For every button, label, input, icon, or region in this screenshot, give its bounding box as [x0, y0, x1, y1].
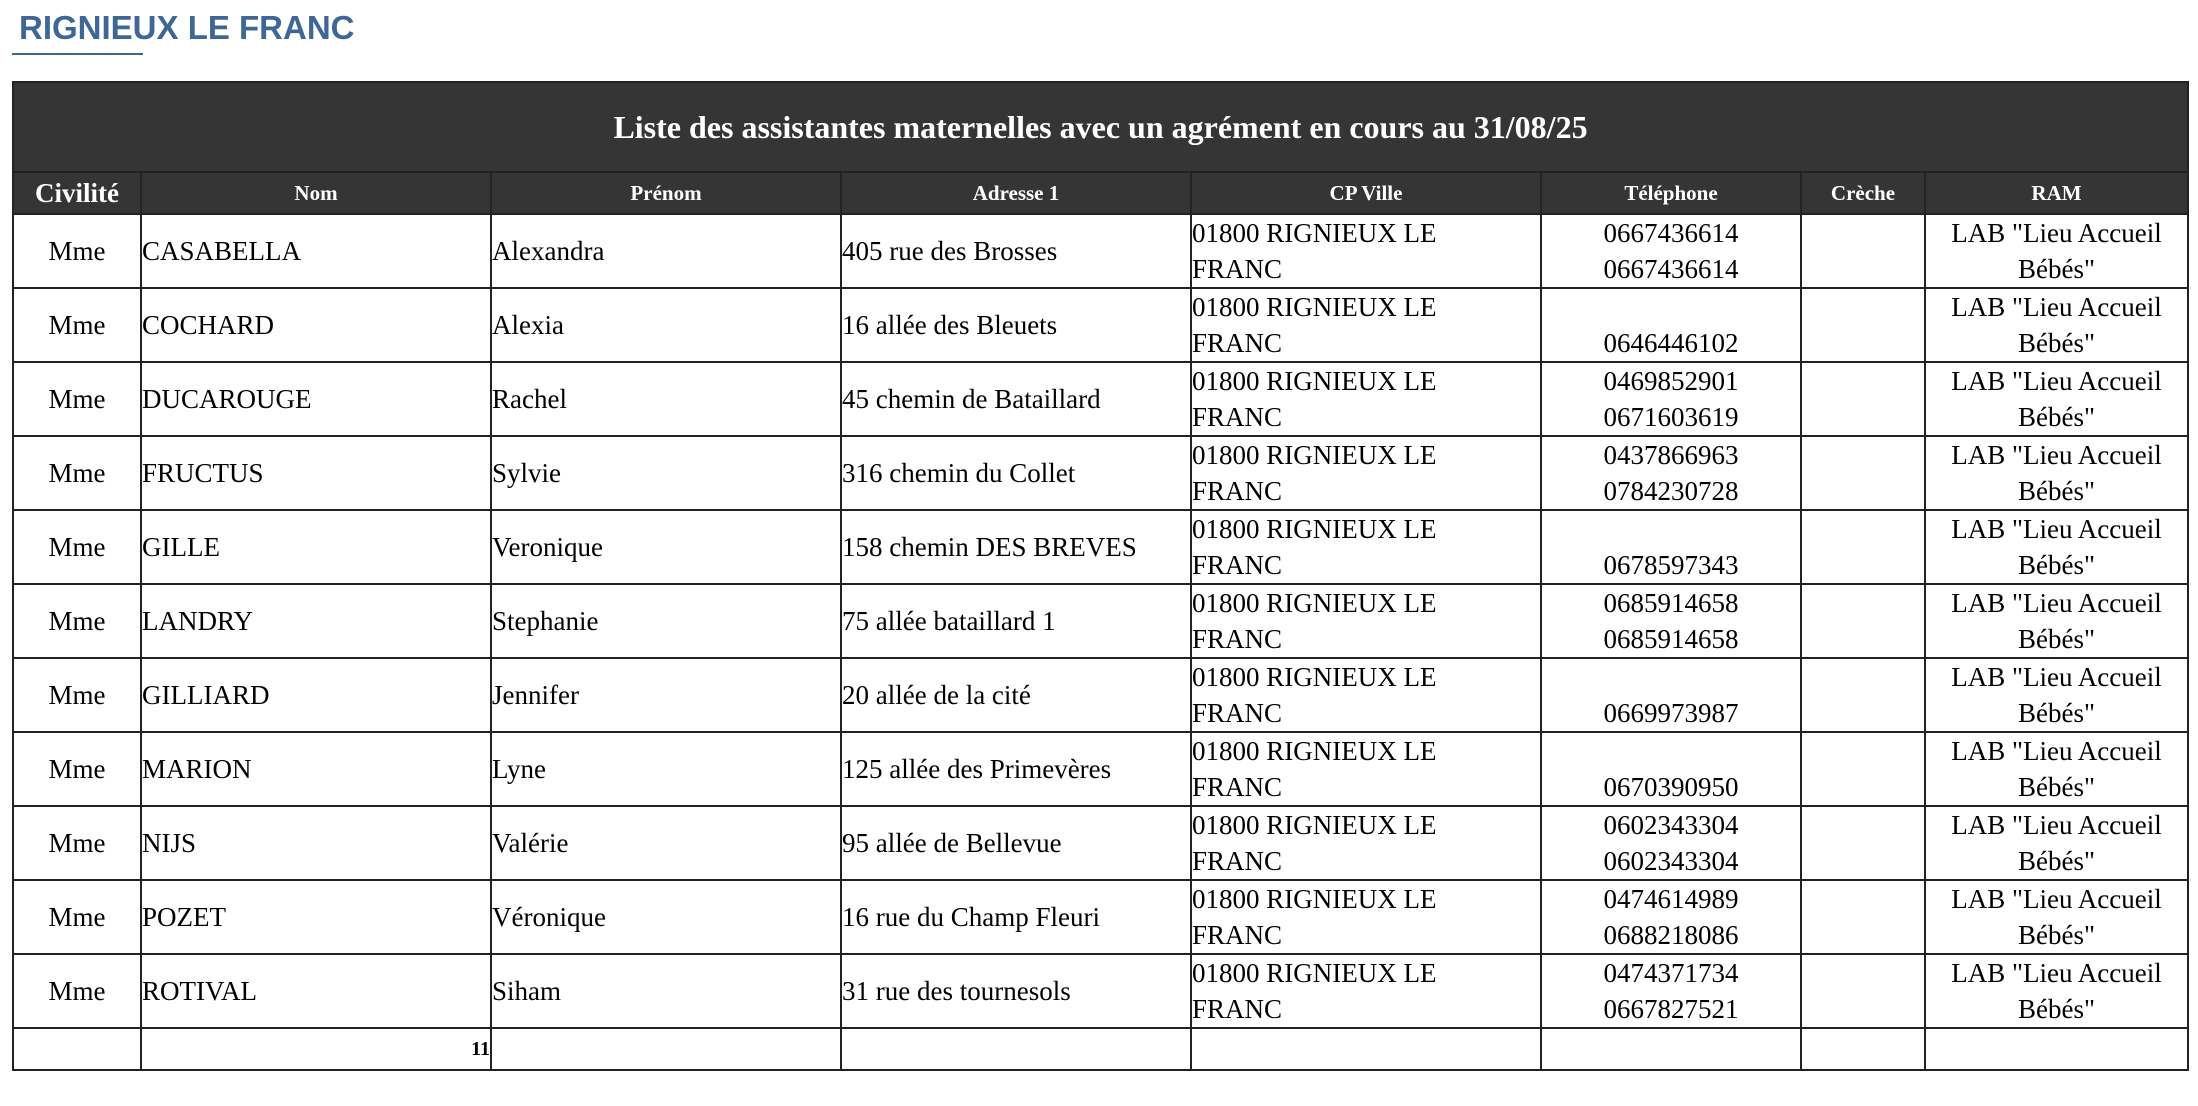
header-ram: RAM	[1925, 172, 2188, 214]
cell-telephone	[1541, 880, 1801, 954]
phone-1	[1542, 733, 1800, 769]
total-empty-cell	[841, 1028, 1191, 1070]
ram-line-1: LAB "Lieu Accueil	[1951, 588, 2162, 618]
cell-ram	[1925, 732, 2188, 806]
phone-2: 0685914658	[1603, 624, 1739, 654]
phone-2: 0678597343	[1603, 550, 1739, 580]
phone-2: 0669973987	[1603, 698, 1739, 728]
cell-cp-ville	[1191, 288, 1541, 362]
cp-line-2: FRANC	[1192, 254, 1283, 284]
cell-adresse: 45 chemin de Bataillard	[841, 362, 1191, 436]
cell-prenom: Valérie	[491, 806, 841, 880]
table-row	[13, 510, 2188, 584]
cell-ram	[1925, 214, 2188, 288]
phone-2: 0667827521	[1603, 994, 1739, 1024]
ram-line-2: Bébés"	[2017, 772, 2095, 802]
cell-telephone	[1541, 732, 1801, 806]
cell-prenom: Veronique	[491, 510, 841, 584]
total-empty-cell	[1541, 1028, 1801, 1070]
header-civilite: Civilité	[13, 172, 141, 214]
cell-civilite: Mme	[13, 880, 141, 954]
cell-ram	[1925, 658, 2188, 732]
phone-2: 0646446102	[1603, 328, 1739, 358]
ram-line-2: Bébés"	[2017, 698, 2095, 728]
cell-civilite: Mme	[13, 584, 141, 658]
cp-line-1: 01800 RIGNIEUX LE	[1192, 588, 1437, 618]
phone-2: 0602343304	[1603, 846, 1739, 876]
cell-telephone	[1541, 436, 1801, 510]
total-empty-cell	[1925, 1028, 2188, 1070]
cell-civilite: Mme	[13, 436, 141, 510]
cell-creche	[1801, 954, 1925, 1028]
cp-line-1: 01800 RIGNIEUX LE	[1192, 736, 1437, 766]
cell-creche	[1801, 436, 1925, 510]
cell-civilite: Mme	[13, 362, 141, 436]
cell-nom: POZET	[141, 880, 491, 954]
table-row	[13, 806, 2188, 880]
header-telephone: Téléphone	[1541, 172, 1801, 214]
cp-line-2: FRANC	[1192, 624, 1283, 654]
total-empty-cell	[491, 1028, 841, 1070]
table-row	[13, 288, 2188, 362]
cell-adresse: 75 allée bataillard 1	[841, 584, 1191, 658]
phone-1: 0667436614	[1603, 218, 1739, 248]
cell-telephone	[1541, 806, 1801, 880]
cell-nom: CASABELLA	[141, 214, 491, 288]
cell-creche	[1801, 806, 1925, 880]
cell-nom: GILLIARD	[141, 658, 491, 732]
cell-telephone	[1541, 362, 1801, 436]
phone-2: 0688218086	[1603, 920, 1739, 950]
ram-line-1: LAB "Lieu Accueil	[1951, 292, 2162, 322]
table-row	[13, 732, 2188, 806]
cp-line-1: 01800 RIGNIEUX LE	[1192, 810, 1437, 840]
cp-line-1: 01800 RIGNIEUX LE	[1192, 514, 1437, 544]
cp-line-1: 01800 RIGNIEUX LE	[1192, 366, 1437, 396]
table-row	[13, 584, 2188, 658]
title-underline	[12, 53, 143, 55]
cp-line-2: FRANC	[1192, 920, 1283, 950]
cell-nom: NIJS	[141, 806, 491, 880]
ram-line-2: Bébés"	[2017, 476, 2095, 506]
cell-nom: ROTIVAL	[141, 954, 491, 1028]
cell-prenom: Lyne	[491, 732, 841, 806]
cell-adresse: 158 chemin DES BREVES	[841, 510, 1191, 584]
cell-prenom: Jennifer	[491, 658, 841, 732]
cell-ram	[1925, 510, 2188, 584]
table-row	[13, 436, 2188, 510]
header-nom: Nom	[141, 172, 491, 214]
cell-civilite: Mme	[13, 510, 141, 584]
cp-line-1: 01800 RIGNIEUX LE	[1192, 662, 1437, 692]
phone-2: 0670390950	[1603, 772, 1739, 802]
phone-1: 0474371734	[1603, 958, 1739, 988]
cp-line-1: 01800 RIGNIEUX LE	[1192, 958, 1437, 988]
table-row	[13, 658, 2188, 732]
cp-line-1: 01800 RIGNIEUX LE	[1192, 440, 1437, 470]
table-row	[13, 214, 2188, 288]
cell-nom: GILLE	[141, 510, 491, 584]
cell-prenom: Sylvie	[491, 436, 841, 510]
table-body	[13, 214, 2188, 1028]
page-title: RIGNIEUX LE FRANC	[19, 9, 355, 46]
phone-1	[1542, 289, 1800, 325]
phone-2: 0784230728	[1603, 476, 1739, 506]
cell-creche	[1801, 510, 1925, 584]
cell-ram	[1925, 584, 2188, 658]
cp-line-2: FRANC	[1192, 698, 1283, 728]
cell-prenom: Siham	[491, 954, 841, 1028]
header-adresse: Adresse 1	[841, 172, 1191, 214]
cell-nom: DUCAROUGE	[141, 362, 491, 436]
cell-civilite: Mme	[13, 806, 141, 880]
cell-civilite: Mme	[13, 732, 141, 806]
ram-line-2: Bébés"	[2017, 254, 2095, 284]
header-creche: Crèche	[1801, 172, 1925, 214]
ram-line-1: LAB "Lieu Accueil	[1951, 958, 2162, 988]
cell-prenom: Véronique	[491, 880, 841, 954]
cell-cp-ville	[1191, 362, 1541, 436]
cell-cp-ville	[1191, 732, 1541, 806]
cell-ram	[1925, 436, 2188, 510]
header-row	[13, 172, 2188, 214]
cell-civilite: Mme	[13, 288, 141, 362]
cell-nom: FRUCTUS	[141, 436, 491, 510]
phone-1: 0474614989	[1603, 884, 1739, 914]
cell-prenom: Rachel	[491, 362, 841, 436]
ram-line-2: Bébés"	[2017, 328, 2095, 358]
cell-cp-ville	[1191, 436, 1541, 510]
ram-line-1: LAB "Lieu Accueil	[1951, 884, 2162, 914]
ram-line-2: Bébés"	[2017, 550, 2095, 580]
cell-cp-ville	[1191, 806, 1541, 880]
cp-line-2: FRANC	[1192, 846, 1283, 876]
cell-telephone	[1541, 584, 1801, 658]
cell-nom: MARION	[141, 732, 491, 806]
cell-creche	[1801, 584, 1925, 658]
phone-1: 0602343304	[1603, 810, 1739, 840]
cell-creche	[1801, 288, 1925, 362]
table-row	[13, 362, 2188, 436]
cell-ram	[1925, 806, 2188, 880]
ram-line-1: LAB "Lieu Accueil	[1951, 662, 2162, 692]
cell-ram	[1925, 880, 2188, 954]
cp-line-2: FRANC	[1192, 402, 1283, 432]
cell-adresse: 405 rue des Brosses	[841, 214, 1191, 288]
cell-adresse: 16 rue du Champ Fleuri	[841, 880, 1191, 954]
cp-line-1: 01800 RIGNIEUX LE	[1192, 218, 1437, 248]
cell-adresse: 31 rue des tournesols	[841, 954, 1191, 1028]
phone-1	[1542, 511, 1800, 547]
cell-adresse: 125 allée des Primevères	[841, 732, 1191, 806]
ram-line-1: LAB "Lieu Accueil	[1951, 440, 2162, 470]
table-banner: Liste des assistantes maternelles avec un agrément en cours au 31/08/25	[13, 82, 2188, 172]
header-cp-ville: CP Ville	[1191, 172, 1541, 214]
cell-nom: COCHARD	[141, 288, 491, 362]
ram-line-2: Bébés"	[2017, 402, 2095, 432]
cell-creche	[1801, 362, 1925, 436]
phone-2: 0667436614	[1603, 254, 1739, 284]
cell-prenom: Stephanie	[491, 584, 841, 658]
cell-ram	[1925, 362, 2188, 436]
cp-line-1: 01800 RIGNIEUX LE	[1192, 292, 1437, 322]
cell-adresse: 95 allée de Bellevue	[841, 806, 1191, 880]
ram-line-2: Bébés"	[2017, 624, 2095, 654]
cell-cp-ville	[1191, 880, 1541, 954]
cell-ram	[1925, 954, 2188, 1028]
childminders-table	[12, 81, 2189, 1071]
total-empty-cell	[13, 1028, 141, 1070]
cell-cp-ville	[1191, 584, 1541, 658]
ram-line-1: LAB "Lieu Accueil	[1951, 218, 2162, 248]
cell-prenom: Alexandra	[491, 214, 841, 288]
phone-2: 0671603619	[1603, 402, 1739, 432]
cell-ram	[1925, 288, 2188, 362]
ram-line-2: Bébés"	[2017, 920, 2095, 950]
cell-adresse: 316 chemin du Collet	[841, 436, 1191, 510]
cp-line-1: 01800 RIGNIEUX LE	[1192, 884, 1437, 914]
cell-telephone	[1541, 214, 1801, 288]
ram-line-1: LAB "Lieu Accueil	[1951, 366, 2162, 396]
cp-line-2: FRANC	[1192, 994, 1283, 1024]
total-count: 11	[141, 1028, 491, 1070]
total-empty-cell	[1801, 1028, 1925, 1070]
cell-civilite: Mme	[13, 214, 141, 288]
cell-creche	[1801, 658, 1925, 732]
cell-cp-ville	[1191, 510, 1541, 584]
total-row	[13, 1028, 2188, 1070]
cell-adresse: 16 allée des Bleuets	[841, 288, 1191, 362]
cell-prenom: Alexia	[491, 288, 841, 362]
cell-telephone	[1541, 658, 1801, 732]
ram-line-1: LAB "Lieu Accueil	[1951, 736, 2162, 766]
cell-nom: LANDRY	[141, 584, 491, 658]
header-prenom: Prénom	[491, 172, 841, 214]
cp-line-2: FRANC	[1192, 476, 1283, 506]
cell-cp-ville	[1191, 214, 1541, 288]
table-row	[13, 880, 2188, 954]
phone-1: 0437866963	[1603, 440, 1739, 470]
cell-creche	[1801, 732, 1925, 806]
cell-cp-ville	[1191, 658, 1541, 732]
cell-telephone	[1541, 510, 1801, 584]
phone-1	[1542, 659, 1800, 695]
phone-1: 0469852901	[1603, 366, 1739, 396]
total-empty-cell	[1191, 1028, 1541, 1070]
banner-row	[13, 82, 2188, 172]
ram-line-2: Bébés"	[2017, 994, 2095, 1024]
cell-creche	[1801, 214, 1925, 288]
cell-civilite: Mme	[13, 658, 141, 732]
cell-creche	[1801, 880, 1925, 954]
table-row	[13, 954, 2188, 1028]
cp-line-2: FRANC	[1192, 772, 1283, 802]
cell-telephone	[1541, 954, 1801, 1028]
cell-adresse: 20 allée de la cité	[841, 658, 1191, 732]
cp-line-2: FRANC	[1192, 328, 1283, 358]
cell-telephone	[1541, 288, 1801, 362]
cp-line-2: FRANC	[1192, 550, 1283, 580]
ram-line-2: Bébés"	[2017, 846, 2095, 876]
ram-line-1: LAB "Lieu Accueil	[1951, 514, 2162, 544]
ram-line-1: LAB "Lieu Accueil	[1951, 810, 2162, 840]
cell-cp-ville	[1191, 954, 1541, 1028]
phone-1: 0685914658	[1603, 588, 1739, 618]
cell-civilite: Mme	[13, 954, 141, 1028]
